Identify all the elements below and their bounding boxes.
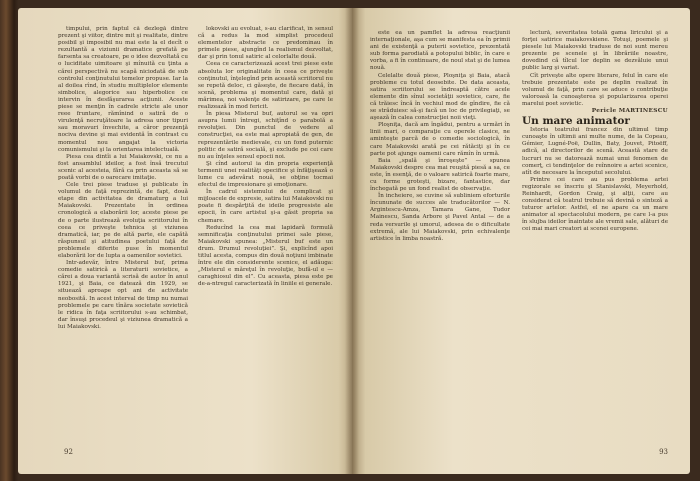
article-title: Un mare animator [522, 115, 630, 128]
page-number: 93 [659, 448, 668, 456]
paragraph: Istoria teatrului francez din ultimul timp cunoaşte în ultimii ani multe nume, de la Copeau, Gémier, Lugné-Poë, Dullin, Baty, Jouvet, Pitoëff, adică, al directorilor de scenă. Această stare de lucruri nu se datorează numai unui fenomen de comerţ, ci tendinţelor de reînnoire a artei scenice, atît de necesare la începutul secolului. [522, 127, 668, 176]
paragraph: Cît priveşte alte opere literare, felul în care ele trebuie prezentate este pe deplin realizat în volumul de faţă, prin care se aduce o contribuţie valoroasă la cunoaşterea şi popularizarea operei marelui poet sovietic. [522, 72, 668, 107]
left-page-column-2 [198, 26, 333, 441]
paragraph: Cele trei piese traduse şi publicate în volumul de faţă reprezintă, de fapt, două etape din activitatea de dramaturg a lui Maiakovski. Prezentate în ordinea cronologică a elaborării lor, aceste piese pe de o parte ilustrează evoluţia scriitorului în ceea ce priveşte tehnica şi viziunea dramatică, iar, pe de altă parte, ele capătă răspunsul şi atitudinea poetului faţă de problemele diferite puse în momentul elaborării lor de lupta a oamenilor sovietici. [58, 182, 188, 259]
paragraph: Piesa cea dintîi a lui Maiakovski, ce nu a fost ansamblul ideilor, a fost însă trecutul scenic al acesteia, fără ca prin aceasta să se poată vorbi de o oarecare imitaţie. [58, 153, 188, 181]
paragraph: Baia „spală şi înroşeşte” — spunea Maiakovski despre cea mai reuşită piesă a sa, ce este, în esenţă, de o valoare satirică foarte mare, cu forme groteşti, bizare, fantastice, dar închegată pe un fond realist de observaţie. [370, 157, 510, 193]
paragraph: Ceea ce caracterizează acest trei piese este absoluta lor originalitate în ceea ce priveşte conţinutul, înţelegînd prin această scriitorul nu se repetă deloc, ci găseşte, de fiecare dată, în scenă, problema şi momentul care, dată şi mărimea, noi valenţe de satirizare, pe care le realizează în mod fericit. [198, 61, 333, 111]
book-gutter [345, 8, 359, 474]
page-number: 92 [64, 448, 73, 456]
paragraph: este ea un pamflet la adresa reacţiunii internaţionale, aşa cum se manifesta ea în primii ani de existenţă a puterii sovietice, prezentată sub forma parodiată a potopului biblic, în care e vorba, a fi în continuare, de noul stat şi de lumea nouă. [370, 30, 510, 72]
paragraph: lokovski au evoluat, s-au clarificat, în sensul că a redus la mod simplist procedeul elementelor abstracte ce predominau în primele piese, ajungînd la realismul dezvoltat, dar şi prin tonul satiric al celorlalte două. [198, 26, 333, 61]
paragraph: Celelalte două piese, Ploşniţa şi Baia, atacă probleme cu totul deosebite. De data aceasta, satira scriitorului se îndreaptă către acele elemente din sînul societăţii sovietice, care, fie că trăiesc încă în vechiul mod de gîndire, fie că se străduiesc să-şi facă un loc de privilegiaţi, se aşează în calea construcţiei noii vieţi. [370, 72, 510, 122]
paragraph: În incheiere, se cuvine să subliniem eforturile încununate de succes ale traducătorilor — N. Argintescu-Amza, Tamara Gane, Tudor Mainescu, Sanda Arbore şi Pavel Antal — de a reda versurile şi umorul, adesea de o dificultate extremă, ale lui Maiakovski, prin echivalenţe artistice în limba noastră. [370, 193, 510, 242]
paragraph: Şi cînd autorul ia din propria experienţă termenii unei realităţi specifice şi înfăţişează o lume cu adevărat nouă, se obţine tocmai efectul de impresionare şi emoţionare. [198, 160, 333, 189]
right-page [352, 8, 690, 474]
left-page-column-1 [58, 26, 188, 441]
paragraph: Printre cei care au pus problema artei regizorale se înscriu şi Stanislavski, Meyerhold, Reinhardt, Gordon Craig, şi alţii, care au considerat că teatrul trebuie să devină o sinteză a tuturor artelor. Astfel, el ne apare ca un mare animator al spectacolului modern, pe care l-a pus în slujba ideilor înaintate ale vremii sale, alături de cei mai mari creatori ai scenei europene. [522, 176, 668, 233]
paragraph: timpului, prin faptul că dezlegă dintre prezent şi viitor, dintre mit şi realitate, dintre posibil şi imposibil nu mai este la el decît o rezultantă a viziunii dramatice grefată pe farsenta sa creatoare, pe o idee dezvoltată cu o luciditate uimitoare şi mînuită cu ţinta a cărei perspectivă nu scapă niciodată de sub controlul conţinutului temelor propuse. Iar la al doilea rînd, în studiu multiplelor elemente simbolice, alegorice sau hiperbolice ce intervin în desfăşurarea acţiunii. Aceste piese se menţin în cadrele stricte ale unor reee fruntare, rămînind o satiră de o virulenţă necruţătoare la adresa unor tipuri sau moravuri învechite, a căror prezenţă nociva devine şi mai evidentă în contrast cu momentul nou angajat la victoria comunismului şi la orientarea intelectuală. [58, 26, 188, 153]
paragraph: În piesa Misterul buf, autorul se va opri asupra lumii întregi, schiţînd o parabolă a revoluţiei. Din punctul de vedere al construcţiei, ea este mai apropiată de gen, de reprezentările medievale, cu un fond puternic politic de satiră socială, şi exclude pe cei care nu au înţeles sensul epocii noi. [198, 111, 333, 160]
author-signature: Pericle MARTINESCU [591, 108, 668, 115]
paragraph: Reducînd la cea mai lapidară formulă semnificaţia conţinutului primei sale piese, Maiakovski spunea: „Misterul buf este un drum. Drumul revoluţiei”. Şi, explicînd apoi titlul acesta, compus din două noţiuni imbinate între ele din considerente scenice, el adăuga: „Misterul e măreţul în revoluţie, bufă-ul e — caraghiosul din el”. Cu aceasta, piesa este pe de-a-ntregul caracterizată în liniile ei generale. [198, 224, 333, 288]
paragraph: lectură, severitatea totală gama liricului şi a forţei satirice maiakovskiene. Totuşi, poemele şi piesele lui Maiakovski traduse de noi sunt mereu prezente pe scenele şi în librăriile noastre, dovedind că tîlcul lor deplin se dezvăluie unui public larg şi variat. [522, 30, 668, 72]
left-page [18, 8, 352, 474]
right-page-column-1 [370, 30, 510, 445]
right-page-column-2 [522, 30, 668, 445]
paragraph: Ploşniţa, dacă am îngădui, pentru a urmări în linii mari, o comparaţie cu operele clasice, ne aminteşte parcă de o comedie sociologică, în care Maiakovski arată pe cei rătăciţi şi în ce parte pot ajunge oamenii care rămîn în urmă. [370, 122, 510, 157]
paragraph: Intr-adevăr, între Misterul buf, prima comedie satirică a literaturii sovietice, a cărei a doua variantă scrisă de autor în anul 1921, şi Baia, ce datează din 1929, se situează aproape opt ani de activitate neobosită. In acest interval de timp nu numai problemele pe care tînăra societate sovietică le ridica în faţa scriitorului s-au schimbat, dar însuşi procedeul şi viziunea dramatică a lui Maiakovski. [58, 260, 188, 330]
paragraph: În cadrul sistemului de complicat şi mijloacele de expresie, satira lui Maiakovski nu poate fi despărţită de ideile progresiste ale epocii, în care artistul şi-a găsit propria sa chemare. [198, 189, 333, 224]
